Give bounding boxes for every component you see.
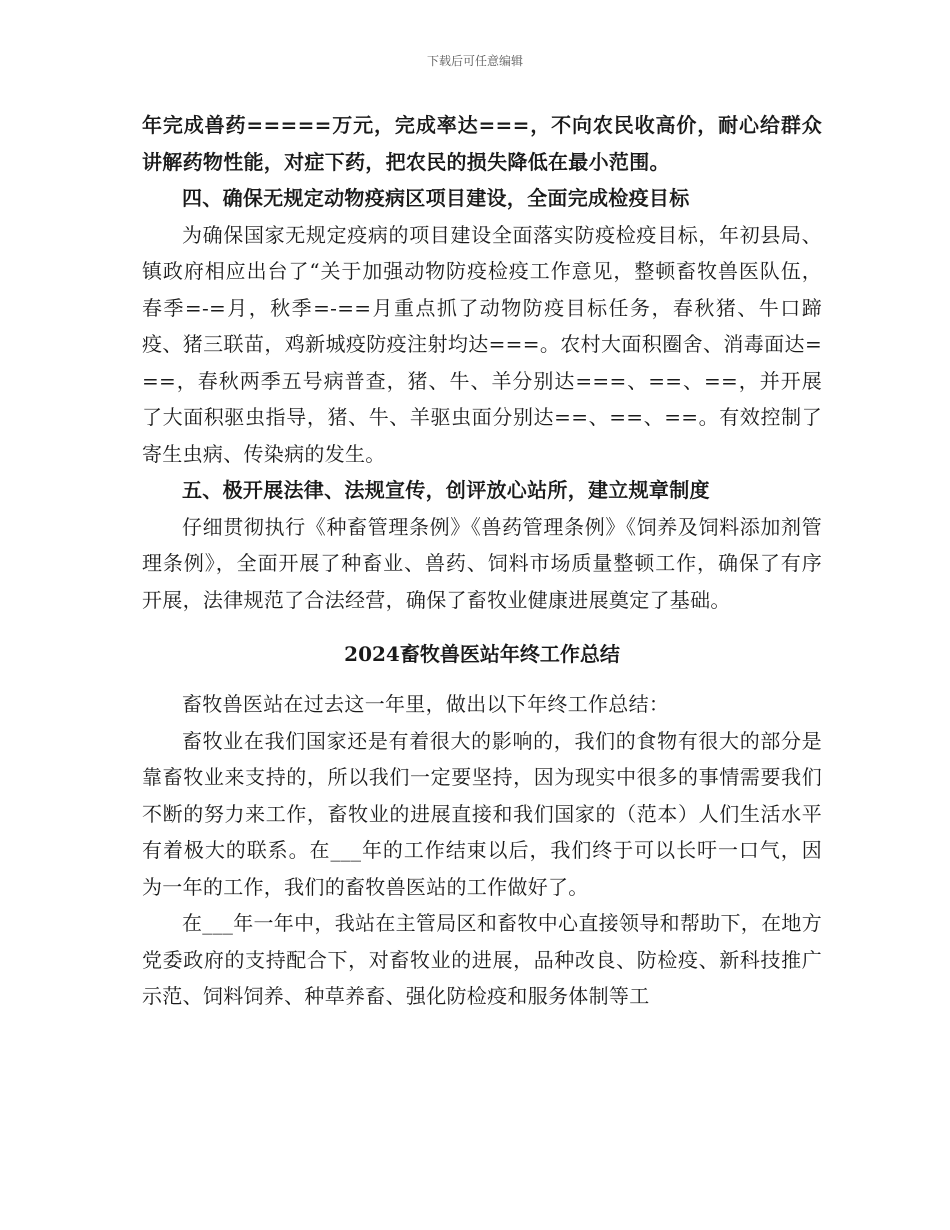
section4-body: 为确保国家无规定疫病的项目建设全面落实防疫检疫目标，年初县局、镇政府相应出台了“关于加强动物防疫检疫工作意见，整顿畜牧兽医队伍，春季=-=月，秋季=-==月重点抓了动物防疫目标任务，春秋猪、牛口蹄疫、猪三联苗，鸡新城疫防疫注射均达===。农村大面积圈舍、消毒面达===，春秋两季五号病普查，猪、牛、羊分别达===、==、==，并开展了大面积驱虫指导，猪、牛、羊驱虫面分别达==、==、==。有效控制了寄生虫病、传染病的发生。 [142,222,822,466]
doc2-paragraph: 在___年一年中，我站在主管局区和畜牧中心直接领导和帮助下，在地方党委政府的支持配合下，对畜牧业的进展，品种改良、防检疫、新科技推广示范、饲料饲养、种草养畜、强化防检疫和服务体制等工 [142,911,822,1008]
document-body [142,107,822,1015]
section5-body: 仔细贯彻执行《种畜管理条例》《兽药管理条例》《饲养及饲料添加剂管理条例》，全面开展了种畜业、兽药、饲料市场质量整顿工作，确保了有序开展，法律规范了合法经营，确保了畜牧业健康进展奠定了基础。 [142,514,822,612]
doc2-paragraph: 畜牧业在我们国家还是有着很大的影响的，我们的食物有很大的部分是靠畜牧业来支持的，所以我们一定要坚持，因为现实中很多的事情需要我们不断的努力来工作，畜牧业的进展直接和我们国家的（范本）人们生活水平有着极大的联系。在___年的工作结束以后，我们终于可以长吁一口气，因为一年的工作，我们的畜牧兽医站的工作做好了。 [142,728,822,899]
doc2-paragraph: 畜牧兽医站在过去这一年里，做出以下年终工作总结： [182,692,670,716]
document-title: 2024畜牧兽医站年终工作总结 [344,642,620,666]
section1-continuation: 年完成兽药=====万元，完成率达===，不向农民收高价，耐心给群众讲解药物性能，对症下药，把农民的损失降低在最小范围。 [142,113,822,174]
section5-heading: 五、极开展法律、法规宣传，创评放心站所，建立规章制度 [182,478,710,502]
page-header: 下载后可任意编辑 [426,54,523,68]
section4-heading: 四、确保无规定动物疫病区项目建设，全面完成检疫目标 [182,186,690,210]
